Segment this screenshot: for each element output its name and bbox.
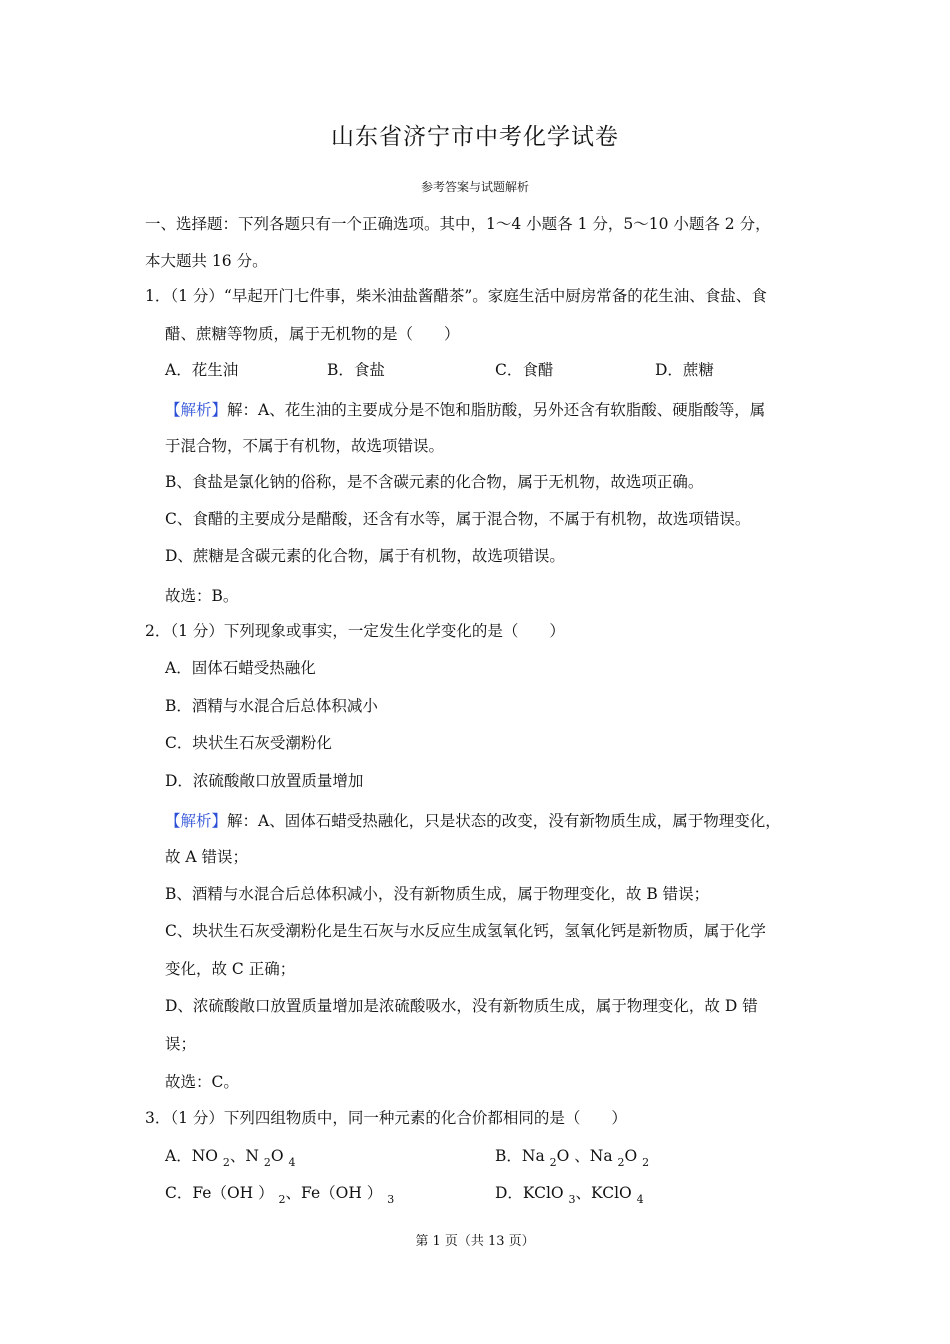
q1-analysis-d: D、蔗糖是含碳元素的化合物，属于有机物，故选项错误。 <box>165 547 565 565</box>
q3-option-a-part: A．NO <box>165 1147 223 1165</box>
q3-option-d-part: 、KClO <box>575 1184 637 1202</box>
q1-analysis-text: 解：A、花生油的主要成分是不饱和脂肪酸，另外还含有软脂酸、硬脂酸等，属 <box>227 401 766 419</box>
q2-stem: 2．（1 分）下列现象或事实，一定发生化学变化的是（ ） <box>145 622 565 640</box>
q1-option-b: B．食盐 <box>327 361 385 379</box>
q1-option-a: A．花生油 <box>165 361 239 379</box>
q3-option-c-part: C．Fe（OH ） <box>165 1184 279 1202</box>
q3-option-c <box>165 1182 394 1211</box>
q1-option-d: D．蔗糖 <box>655 361 714 379</box>
q3-option-b-sub: 2 <box>642 1156 650 1169</box>
q3-option-a-part: O <box>270 1147 289 1165</box>
q2-analysis-line2: 故 A 错误； <box>165 848 249 866</box>
section-heading-line1: 一、选择题：下列各题只有一个正确选项。其中，1～4 小题各 1 分，5～10 小题各 2 分， <box>145 215 771 233</box>
q3-stem: 3．（1 分）下列四组物质中，同一种元素的化合价都相同的是（ ） <box>145 1109 627 1127</box>
q3-option-d <box>495 1182 644 1211</box>
q3-option-c-sub: 3 <box>387 1193 395 1206</box>
q1-stem-line1: 1．（1 分）“早起开门七件事，柴米油盐酱醋茶”。家庭生活中厨房常备的花生油、食盐、食 <box>145 287 767 305</box>
q2-analysis-c2: 变化，故 C 正确； <box>165 960 296 978</box>
q2-analysis-d2: 误； <box>165 1035 197 1053</box>
q2-analysis-tag: 【解析】 <box>165 812 228 830</box>
q3-option-d-part: D．KClO <box>495 1184 569 1202</box>
q2-option-a: A．固体石蜡受热融化 <box>165 659 316 677</box>
q2-analysis-line1 <box>165 810 781 832</box>
q1-analysis-line1 <box>165 399 765 421</box>
q3-option-a-sub: 2 <box>222 1156 230 1169</box>
q3-option-a-sub: 4 <box>288 1156 296 1169</box>
q1-analysis-line2: 于混合物，不属于有机物，故选项错误。 <box>165 437 445 455</box>
section-heading-line2: 本大题共 16 分。 <box>145 252 268 270</box>
q3-option-b <box>495 1145 649 1174</box>
q2-option-d: D．浓硫酸敞口放置质量增加 <box>165 772 364 790</box>
q3-option-c-part: 、Fe（OH ） <box>285 1184 388 1202</box>
document-title: 山东省济宁市中考化学试卷 <box>331 124 619 150</box>
q1-analysis-b: B、食盐是氯化钠的俗称，是不含碳元素的化合物，属于无机物，故选项正确。 <box>165 473 704 491</box>
document-subtitle: 参考答案与试题解析 <box>420 180 529 194</box>
page-footer: 第 1 页（共 13 页） <box>415 1234 535 1249</box>
q1-option-c: C．食醋 <box>495 361 554 379</box>
q1-analysis-c: C、食醋的主要成分是醋酸，还含有水等，属于混合物，不属于有机物，故选项错误。 <box>165 510 751 528</box>
q2-option-c: C．块状生石灰受潮粉化 <box>165 734 332 752</box>
q1-stem-line2: 醋、蔗糖等物质，属于无机物的是（ ） <box>165 325 460 343</box>
q2-analysis-c1: C、块状生石灰受潮粉化是生石灰与水反应生成氢氧化钙，氢氧化钙是新物质，属于化学 <box>165 922 766 940</box>
q3-option-d-sub: 3 <box>568 1193 576 1206</box>
q3-option-b-sub: 2 <box>617 1156 625 1169</box>
q1-answer: 故选：B。 <box>165 587 239 605</box>
q3-option-b-part: O <box>624 1147 643 1165</box>
q3-option-a-part: 、N <box>229 1147 264 1165</box>
q1-analysis-tag: 【解析】 <box>165 401 228 419</box>
q3-option-c-sub: 2 <box>278 1193 286 1206</box>
q3-option-a <box>165 1145 296 1174</box>
q3-option-d-sub: 4 <box>636 1193 644 1206</box>
q2-option-b: B．酒精与水混合后总体积减小 <box>165 697 378 715</box>
q2-answer: 故选：C。 <box>165 1073 239 1091</box>
q3-option-b-part: O 、Na <box>556 1147 618 1165</box>
q3-option-a-sub: 2 <box>263 1156 271 1169</box>
q2-analysis-d1: D、浓硫酸敞口放置质量增加是浓硫酸吸水，没有新物质生成，属于物理变化，故 D 错 <box>165 997 758 1015</box>
q3-option-b-part: B．Na <box>495 1147 550 1165</box>
q2-analysis-b: B、酒精与水混合后总体积减小，没有新物质生成，属于物理变化，故 B 错误； <box>165 885 710 903</box>
q2-analysis-text: 解：A、固体石蜡受热融化，只是状态的改变，没有新物质生成，属于物理变化， <box>227 812 781 830</box>
q3-option-b-sub: 2 <box>549 1156 557 1169</box>
